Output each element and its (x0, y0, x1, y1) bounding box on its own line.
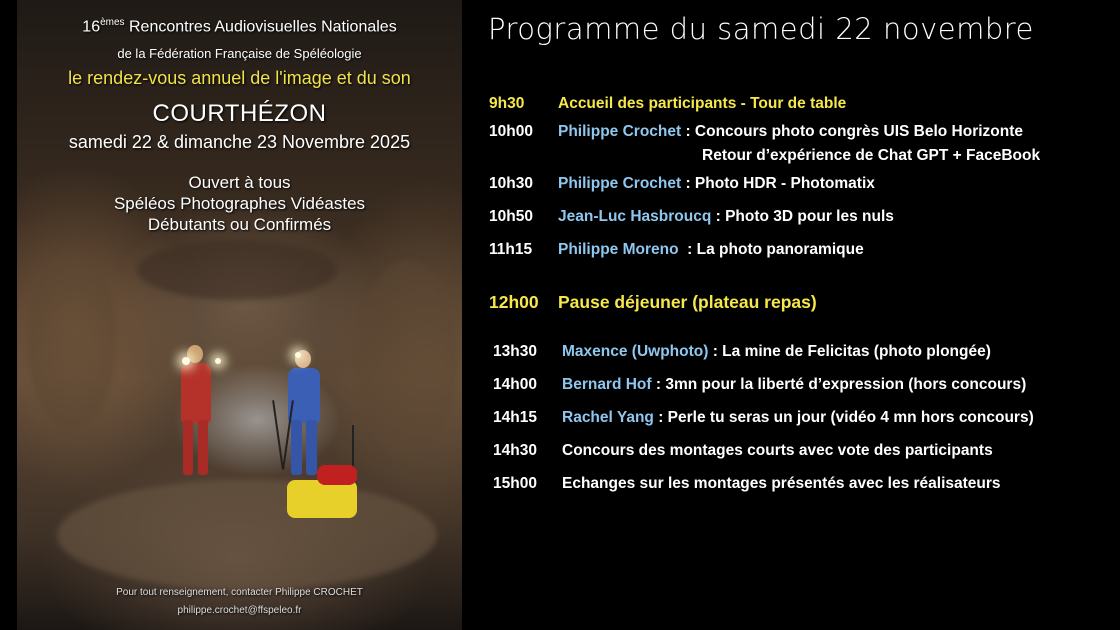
item-speaker: Philippe Crochet (558, 175, 682, 192)
cave-wall-left (27, 250, 117, 430)
item-text-continued: Retour d’expérience de Chat GPT + FaceBook (702, 147, 1041, 164)
poster-audience: Ouvert à tous Spéléos Photographes Vidéastes Débutants ou Confirmés (113, 173, 366, 234)
item-text: Pause déjeuner (plateau repas) (558, 292, 817, 312)
program-title: Programme du samedi 22 novembre (488, 12, 1034, 46)
poster-email: philippe.crochet@ffspeleo.fr (177, 605, 302, 616)
item-time: 11h15 (489, 241, 533, 258)
item-speaker: Bernard Hof (562, 376, 652, 393)
poster-city: COURTHÉZON (152, 100, 327, 127)
poster-dates: samedi 22 & dimanche 23 Novembre 2025 (68, 132, 411, 152)
item-speaker: Philippe Moreno (558, 241, 679, 258)
caver-red (167, 345, 227, 485)
item-text: : Perle tu seras un jour (vidéo 4 mn hors concours) (653, 409, 1034, 426)
poster-tagline: le rendez-vous annuel de l'image et du son (68, 68, 411, 88)
item-time: 12h00 (489, 292, 539, 312)
hand-light (215, 358, 221, 364)
item-text: Concours des montages courts avec vote des participants (562, 442, 993, 459)
poster-federation: de la Fédération Française de Spéléologie (117, 46, 362, 61)
item-time: 15h00 (493, 475, 537, 492)
item-time: 10h30 (489, 175, 533, 192)
item-text: : Photo HDR - Photomatix (681, 175, 875, 192)
item-speaker: Rachel Yang (562, 409, 654, 426)
item-time: 10h50 (489, 208, 533, 225)
event-poster (17, 0, 462, 630)
item-time: 14h00 (493, 376, 537, 393)
headlamp-light (295, 352, 301, 358)
item-time: 13h30 (493, 343, 537, 360)
item-speaker: Maxence (Uwphoto) (562, 343, 709, 360)
cave-ceiling (137, 240, 337, 300)
item-text: Accueil des participants - Tour de table (558, 95, 847, 112)
item-text: : 3mn pour la liberté d’expression (hors concours) (651, 376, 1027, 393)
item-time: 9h30 (489, 95, 525, 112)
headlamp-light (182, 357, 190, 365)
item-text: : La photo panoramique (678, 241, 864, 258)
item-text: : La mine de Felicitas (photo plongée) (708, 343, 991, 360)
cave-wall-right (357, 260, 457, 460)
equipment-bag (317, 465, 357, 485)
poster-contact: Pour tout renseignement, contacter Philippe CROCHET (116, 587, 363, 598)
item-speaker: Jean-Luc Hasbroucq (558, 208, 712, 225)
equipment-bag (287, 480, 357, 518)
item-text: : Photo 3D pour les nuls (711, 208, 894, 225)
item-speaker: Philippe Crochet (558, 123, 682, 140)
item-time: 14h30 (493, 442, 537, 459)
item-time: 10h00 (489, 123, 533, 140)
poster-heading: 16èmes Rencontres Audiovisuelles Nationales (82, 17, 397, 36)
item-text: Echanges sur les montages présentés avec les réalisateurs (562, 475, 1001, 492)
item-time: 14h15 (493, 409, 537, 426)
cave-floor (57, 480, 437, 590)
item-text: : Concours photo congrès UIS Belo Horizonte (681, 123, 1024, 140)
